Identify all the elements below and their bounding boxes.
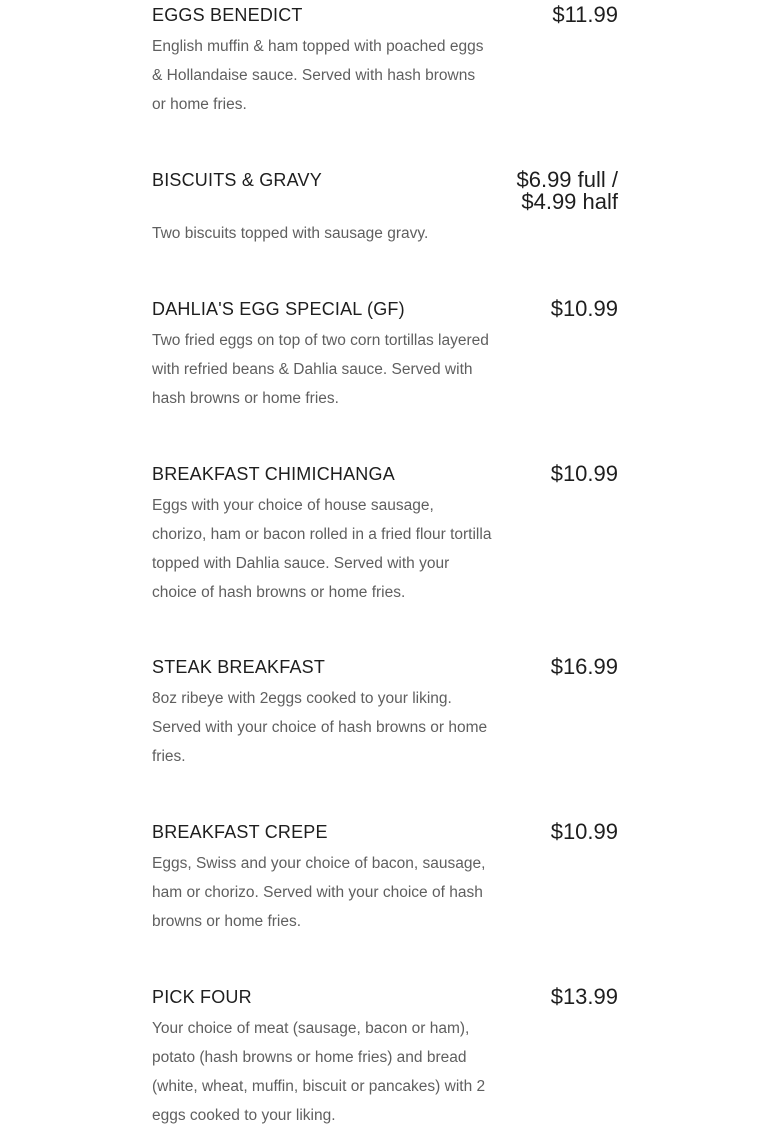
menu-item-header [152, 0, 618, 26]
menu-item [152, 0, 618, 119]
menu-item-name: DAHLIA'S EGG SPECIAL (GF) [152, 299, 405, 319]
menu-item-name: PICK FOUR [152, 987, 252, 1007]
menu-item-description: Eggs with your choice of house sausage, chorizo, ham or bacon rolled in a fried flour tortilla topped with Dahlia sauce. Served with your choice of hash browns or home fries. [152, 497, 492, 601]
menu-item [152, 459, 618, 607]
menu-item-price: $10.99 [550, 819, 618, 844]
menu-item-price: $6.99 full / $4.99 half [516, 167, 618, 214]
menu-item-price: $11.99 [552, 2, 618, 27]
menu-item [152, 165, 618, 248]
menu-item-header [152, 165, 618, 213]
menu-item-name: STEAK BREAKFAST [152, 657, 326, 677]
menu-item-header [152, 294, 618, 320]
menu-item-description: Two fried eggs on top of two corn tortillas layered with refried beans & Dahlia sauce. Served with hash browns or home fries. [152, 332, 489, 407]
menu-item-name: BREAKFAST CHIMICHANGA [152, 464, 395, 484]
menu-item-name: BISCUITS & GRAVY [152, 170, 322, 190]
menu-item-header [152, 459, 618, 485]
menu-item-description: Two biscuits topped with sausage gravy. [152, 225, 429, 242]
menu-item-price: $10.99 [550, 296, 618, 321]
menu-item-name: EGGS BENEDICT [152, 5, 303, 25]
menu-item-description: English muffin & ham topped with poached eggs & Hollandaise sauce. Served with hash browns or home fries. [152, 38, 484, 113]
menu-item-price: $16.99 [550, 654, 618, 679]
menu-item-description: Your choice of meat (sausage, bacon or ham), potato (hash browns or home fries) and bread (white, wheat, muffin, biscuit or pancakes) with 2 eggs cooked to your liking. [152, 1020, 486, 1124]
menu-item-header [152, 982, 618, 1008]
menu-item [152, 294, 618, 413]
menu-item-header [152, 817, 618, 843]
menu-item-price: $13.99 [550, 984, 618, 1009]
menu-item [152, 652, 618, 771]
menu-item-price: $10.99 [550, 461, 618, 486]
menu-item [152, 982, 618, 1130]
menu-item-description: Eggs, Swiss and your choice of bacon, sausage, ham or chorizo. Served with your choice of hash browns or home fries. [152, 855, 486, 930]
menu-item-name: BREAKFAST CREPE [152, 822, 328, 842]
menu-item-description: 8oz ribeye with 2eggs cooked to your liking. Served with your choice of hash browns or home fries. [152, 690, 488, 765]
menu-item-header [152, 652, 618, 678]
menu-item [152, 817, 618, 936]
